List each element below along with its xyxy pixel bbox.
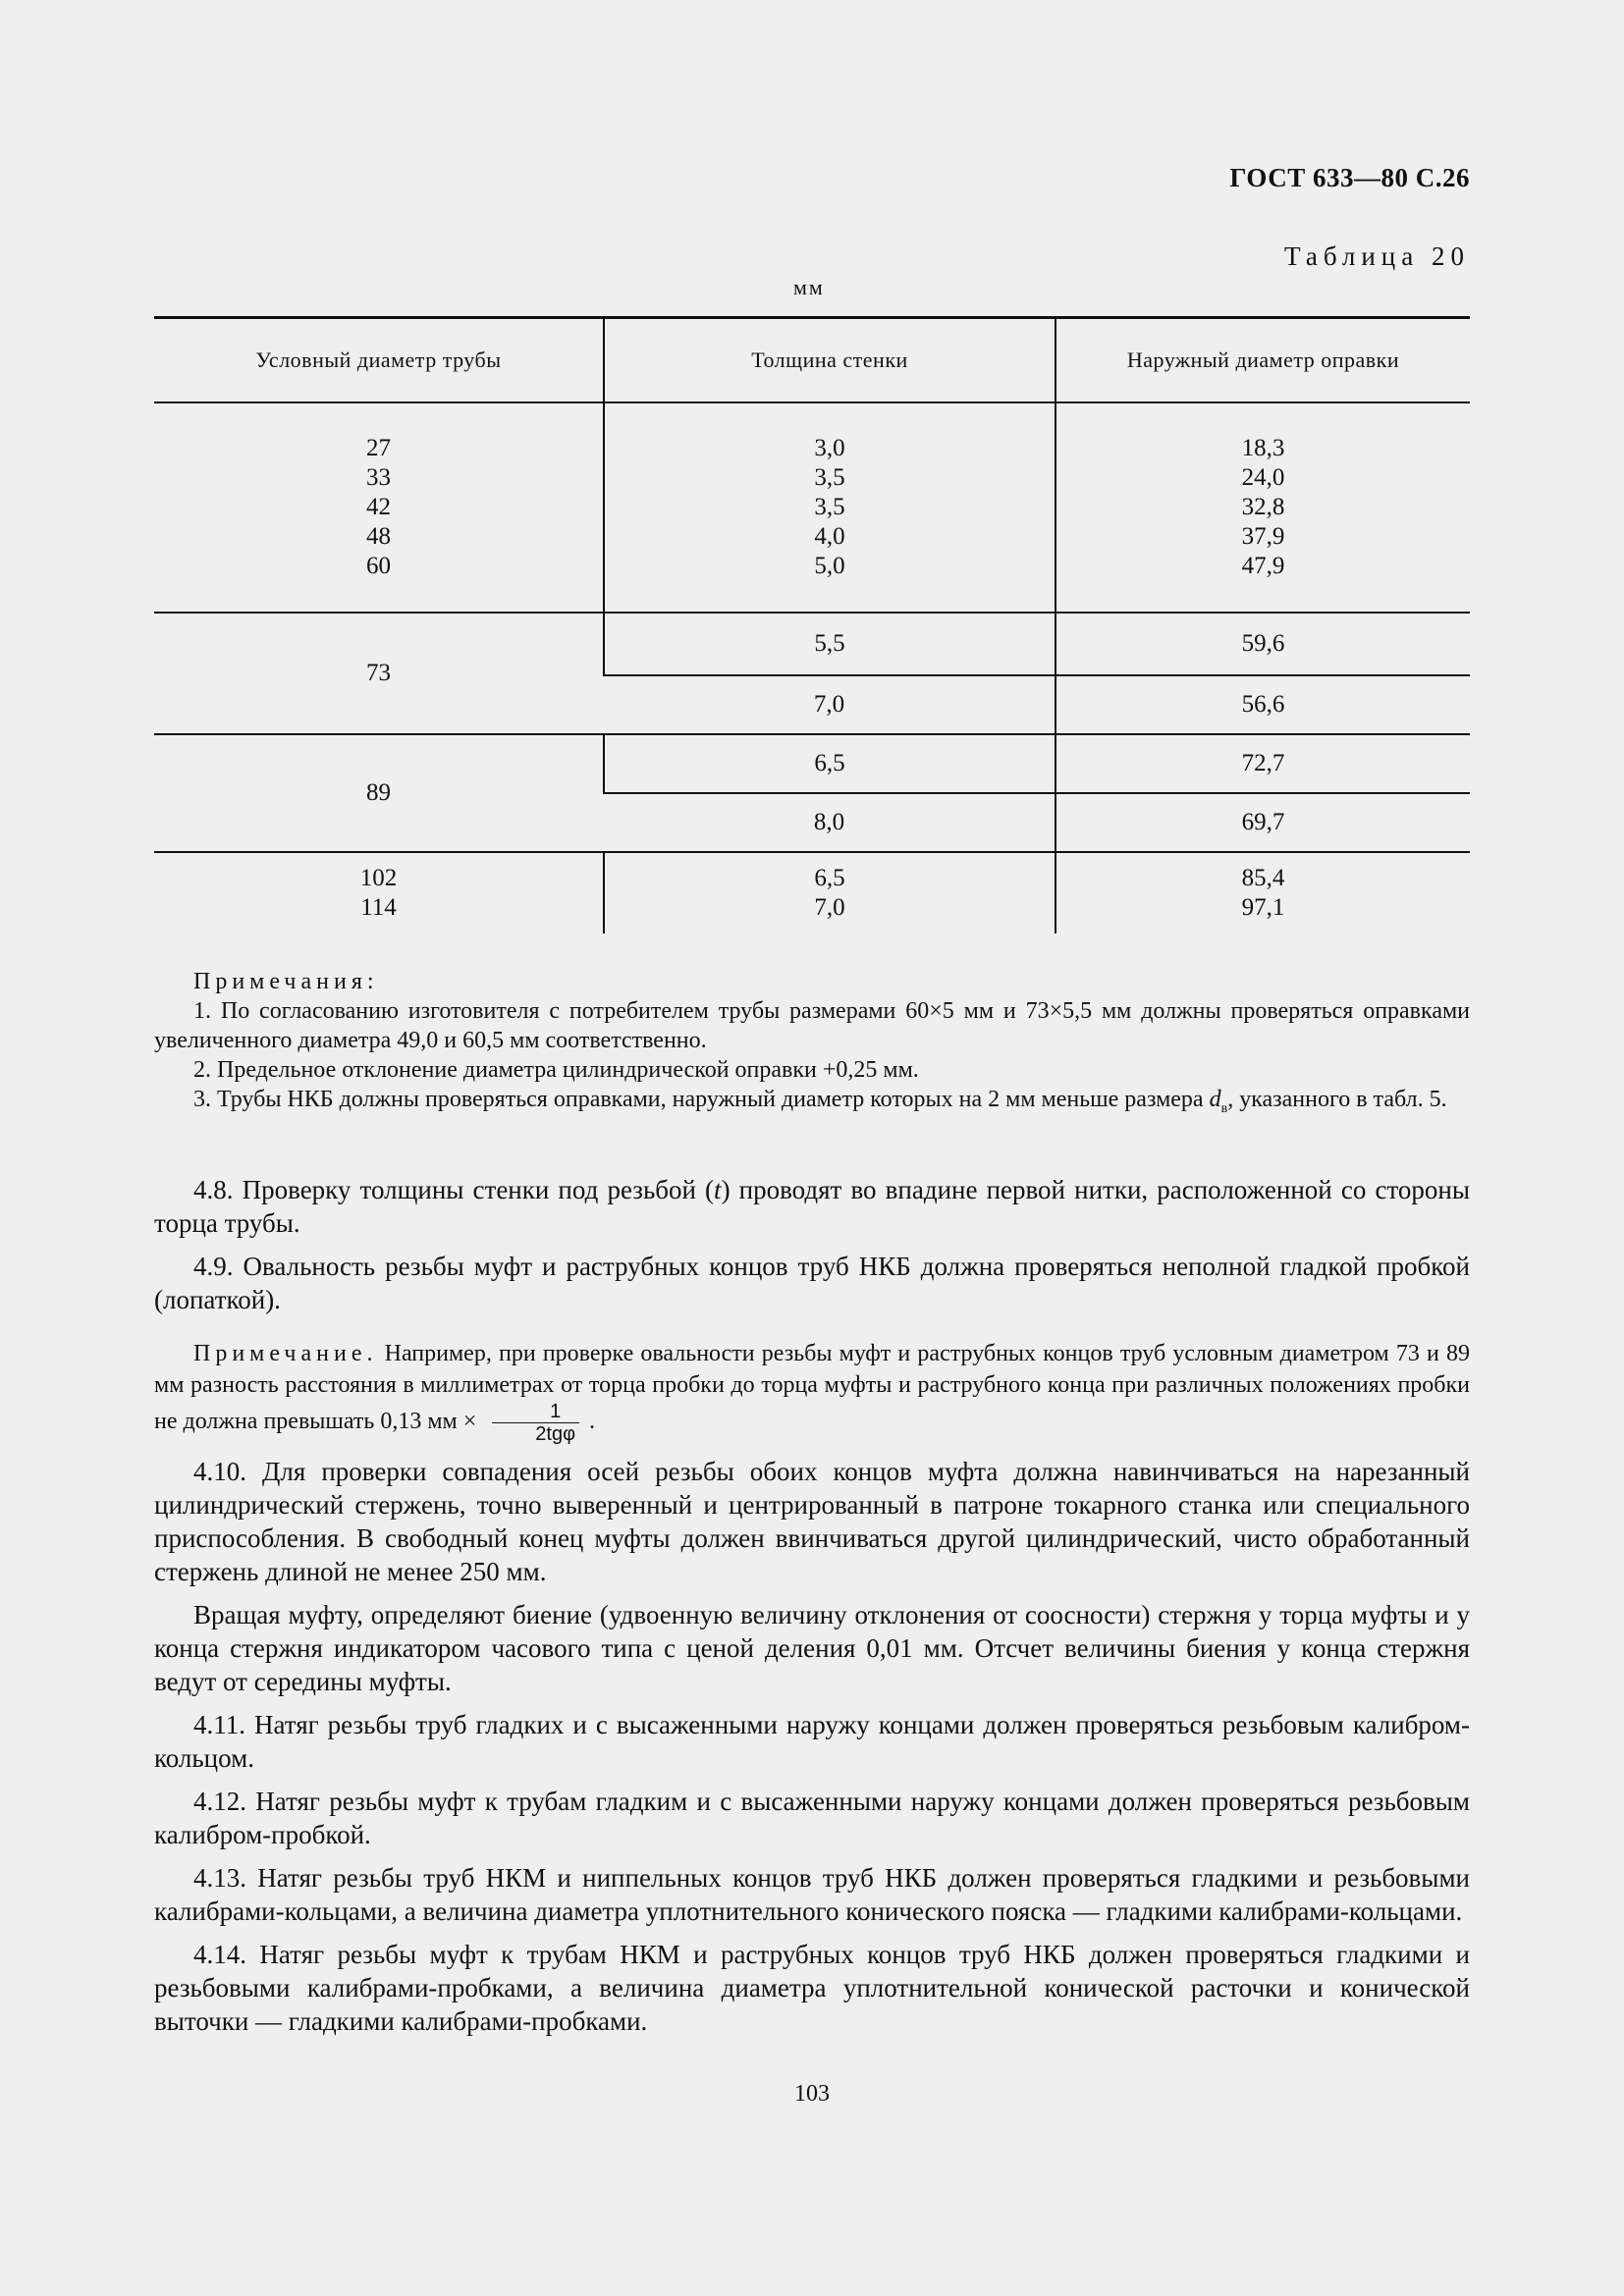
note-paragraph: Примечание. Например, при проверке овальности резьбы муфт и раструбных концов труб условным диаметром 73 и 89 мм разность расстояния в миллиметрах от торца пробки до торца муфты и раструбного конца при различных положениях пробки не должна превышать 0,13 мм × $\frac{1}{\text{2tgφ}}$ . [154,1341,1470,1445]
diameter-cell: 102 114 [154,852,604,934]
mandrel-cell: 56,6 [1056,675,1470,734]
note-item: 2. Предельное отклонение диаметра цилиндрической оправки +0,25 мм. [193,1057,919,1083]
header-pipe-diameter: Условный диаметр трубы [154,318,604,403]
paragraph-4-10-continued: Вращая муфту, определяют биение (удвоенную величину отклонения от соосности) стержня у торца муфты и у конца стержня индикатором часового типа с ценой деления 0,01 мм. Отсчет величины биения у конца стержня ведут от середины муфты. [154,1600,1470,1696]
paragraph-4-9: 4.9. Овальность резьбы муфт и раструбных концов труб НКБ должна проверяться неполной гладкой пробкой (лопаткой). [154,1252,1470,1314]
document-header: ГОСТ 633—80 С.26 [1229,163,1470,192]
notes-title: Примечания: [193,969,379,994]
wall-cell: 7,0 [604,675,1056,734]
diameter-cell: 89 [154,734,604,852]
wall-cell: 3,0 3,5 3,5 4,0 5,0 [604,402,1056,613]
paragraph-4-14: 4.14. Натяг резьбы муфт к трубам НКМ и раструбных концов труб НКБ должен проверяться гладкими и резьбовыми калибрами-пробками, а величина диаметра уплотнительной конической расточки и конической выточки — гладкими калибрами-пробками. [154,1940,1470,2036]
table-row [154,613,1470,675]
table-row [154,852,1470,934]
mandrel-cell: 69,7 [1056,793,1470,852]
symbol-d: d [1209,1087,1221,1112]
note-item: 3. Трубы НКБ должны проверяться оправками, наружный диаметр которых на 2 мм меньше размера $d_в$, указанного в табл. 5. [193,1087,1447,1116]
wall-cell: 8,0 [604,793,1056,852]
table-caption: Таблица 20 [1284,241,1470,271]
table-row [154,402,1470,613]
paragraph-4-13: 4.13. Натяг резьбы труб НКМ и ниппельных концов труб НКБ должен проверяться гладкими и резьбовыми калибрами-кольцами, а величина диаметра уплотнительного конического пояска — гладкими калибрами-кольцами. [154,1863,1470,1926]
note-item: 1. По согласованию изготовителя с потребителем трубы размерами 60×5 мм и 73×5,5 мм должны проверяться оправками увеличенного диаметра 49,0 и 60,5 мм соответственно. [154,998,1470,1053]
mandrel-cell: 59,6 [1056,613,1470,675]
diameter-cell: 27 33 42 48 60 [366,435,391,579]
paragraph-4-10: 4.10. Для проверки совпадения осей резьбы обоих концов муфта должна навинчиваться на нарезанный цилиндрический стержень, точно выверенный и центрированный в патроне токарного станка или специального приспособления. В свободный конец муфты должен ввинчиваться другой цилиндрический, чисто обработанный стержень длиной не менее 250 мм. [154,1457,1470,1586]
document-body [154,1173,1470,2038]
table-notes [154,967,1470,1124]
paragraph-4-12: 4.12. Натяг резьбы муфт к трубам гладким и с высаженными наружу концами должен проверяться резьбовым калибром-пробкой. [154,1787,1470,1849]
table-unit: мм [793,275,825,299]
mandrel-table [154,316,1470,934]
page-number: 103 [794,2081,830,2107]
paragraph-4-11: 4.11. Натяг резьбы труб гладких и с высаженными наружу концами должен проверяться резьбовым калибром-кольцом. [154,1710,1470,1773]
mandrel-cell: 85,4 97,1 [1056,852,1470,934]
wall-cell: 5,5 [604,613,1056,675]
wall-cell: 6,5 7,0 [604,852,1056,934]
diameter-cell: 73 [154,613,604,734]
mandrel-cell: 18,3 24,0 32,8 37,9 47,9 [1056,402,1470,613]
header-wall-thickness: Толщина стенки [604,318,1056,403]
paragraph-4-8: 4.8. Проверку толщины стенки под резьбой (t) проводят во впадине первой нитки, расположенной со стороны торца трубы. [154,1175,1470,1238]
fraction-formula: $\frac{1}{\text{2tgφ}}$ [492,1401,579,1445]
mandrel-cell: 72,7 [1056,734,1470,793]
table-row [154,734,1470,793]
header-mandrel-diameter: Наружный диаметр оправки [1056,318,1470,403]
wall-cell: 6,5 [604,734,1056,793]
